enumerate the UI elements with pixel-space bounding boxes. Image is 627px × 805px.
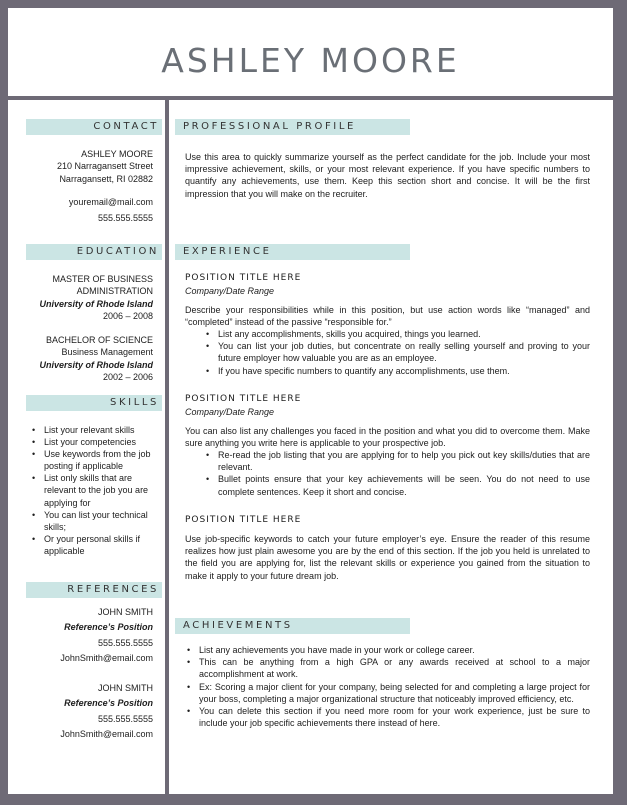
job-bullet: • Bullet points ensure that your key achievements will be seen. You do not need to use complete sentences. Keep it short and concise. bbox=[204, 473, 590, 497]
reference-email: JohnSmith@email.com bbox=[60, 652, 153, 663]
achievements-section-header: ACHIEVEMENTS bbox=[175, 618, 410, 634]
job-summary: Use job-specific keywords to catch your future employer’s eye. Ensure the reader of this resume realizes how just plain awesome you are by the end of this section. If the job you held is unrelated to the field you are applying for, list the relevant skills or experience you gained from the situation to make it apply to your future dream job. bbox=[185, 534, 590, 581]
skill-item: • List only skills that are relevant to the job you are applying for bbox=[30, 472, 162, 508]
reference-position: Reference’s Position bbox=[64, 622, 153, 633]
contact-street: 210 Narragansett Street bbox=[56, 161, 153, 172]
reference-name: JOHN SMITH bbox=[98, 607, 153, 617]
job-title: POSITION TITLE HERE bbox=[185, 515, 302, 525]
skills-section-header: SKILLS bbox=[26, 395, 162, 411]
profile-section-header: PROFESSIONAL PROFILE bbox=[175, 119, 410, 135]
achievement-item: • This can be anything from a high GPA or any awards received at school to a major accomplishment at work. bbox=[185, 656, 590, 680]
skill-item: • Or your personal skills if applicable bbox=[30, 533, 162, 557]
candidate-name-heading: ASHLEY MOORE bbox=[161, 41, 460, 80]
job-company: Company/Date Range bbox=[185, 407, 275, 417]
reference-entry bbox=[26, 606, 153, 664]
school-name: University of Rhode Island bbox=[39, 359, 153, 370]
resume-page bbox=[8, 8, 613, 794]
job-bullets bbox=[204, 328, 590, 377]
education-section-header: EDUCATION bbox=[26, 244, 162, 260]
contact-name: ASHLEY MOORE bbox=[81, 149, 153, 159]
references-section-header: REFERENCES bbox=[26, 582, 162, 598]
job-bullet: • Re-read the job listing that you are applying for to help you pick out key skills/duties that are relevant. bbox=[204, 449, 590, 473]
achievement-item: • Ex: Scoring a major client for your company, being selected for and completing a large project for your boss, completing a major organizational structure that noticeably improved efficiency, etc. bbox=[185, 681, 590, 705]
education-entry bbox=[26, 334, 153, 383]
experience-section-header: EXPERIENCE bbox=[175, 244, 410, 260]
job-summary: You can also list any challenges you faced in the position and what you did to overcome them. Make sure anything you write here is applicable to your prospective job. bbox=[185, 426, 590, 449]
education-years: 2002 – 2006 bbox=[102, 371, 153, 382]
job-company: Company/Date Range bbox=[185, 286, 275, 296]
achievements-list bbox=[185, 644, 590, 729]
reference-phone: 555.555.5555 bbox=[97, 713, 153, 724]
job-bullet: • You can list your job duties, but concentrate on really selling yourself and proving to your future employer how valuable you are as an employee. bbox=[204, 340, 590, 364]
skill-item: • You can list your technical skills; bbox=[30, 509, 162, 533]
profile-summary: Use this area to quickly summarize yourself as the perfect candidate for the job. Include your most impressive achievement, skills, or your most relevant experience. If you have specific numbers to quantify any achievements, use them. Keep this section short and concise. It will be the first impression that you will make on the recruiter. bbox=[185, 152, 590, 199]
degree-title-line2: ADMINISTRATION bbox=[76, 286, 153, 297]
skill-item: • List your relevant skills bbox=[30, 424, 162, 436]
achievement-item: • You can delete this section if you need more room for your work experience, just be sure to include your job specific achievements there instead of here. bbox=[185, 705, 590, 729]
reference-name: JOHN SMITH bbox=[98, 683, 153, 693]
degree-field: Business Management bbox=[61, 347, 153, 358]
reference-entry bbox=[26, 682, 153, 740]
job-bullets bbox=[204, 449, 590, 498]
job-title: POSITION TITLE HERE bbox=[185, 394, 302, 404]
reference-position: Reference’s Position bbox=[64, 698, 153, 709]
degree-title-line1: MASTER OF BUSINESS bbox=[52, 274, 153, 284]
achievement-item: • List any achievements you have made in your work or college career. bbox=[185, 644, 590, 656]
skill-item: • List your competencies bbox=[30, 436, 162, 448]
contact-phone: 555.555.5555 bbox=[97, 213, 153, 224]
school-name: University of Rhode Island bbox=[39, 298, 153, 309]
job-bullet: • List any accomplishments, skills you acquired, things you learned. bbox=[204, 328, 590, 340]
skill-item: • Use keywords from the job posting if applicable bbox=[30, 448, 162, 472]
job-title: POSITION TITLE HERE bbox=[185, 273, 302, 283]
education-years: 2006 – 2008 bbox=[102, 310, 153, 321]
degree-title: BACHELOR OF SCIENCE bbox=[45, 335, 153, 345]
reference-phone: 555.555.5555 bbox=[97, 637, 153, 648]
vertical-divider bbox=[165, 96, 169, 794]
contact-section-header: CONTACT bbox=[26, 119, 162, 135]
education-entry bbox=[26, 273, 153, 322]
horizontal-divider bbox=[8, 96, 613, 100]
job-bullet: • If you have specific numbers to quantify any accomplishments, use them. bbox=[204, 365, 590, 377]
skills-list bbox=[30, 424, 162, 557]
contact-block bbox=[26, 148, 153, 224]
job-summary: Describe your responsibilities while in this position, but use action words like “managed” and “completed” instead of the passive “responsible for.” bbox=[185, 305, 590, 328]
contact-city: Narragansett, RI 02882 bbox=[59, 173, 153, 184]
contact-email: youremail@mail.com bbox=[68, 196, 153, 207]
reference-email: JohnSmith@email.com bbox=[60, 728, 153, 739]
